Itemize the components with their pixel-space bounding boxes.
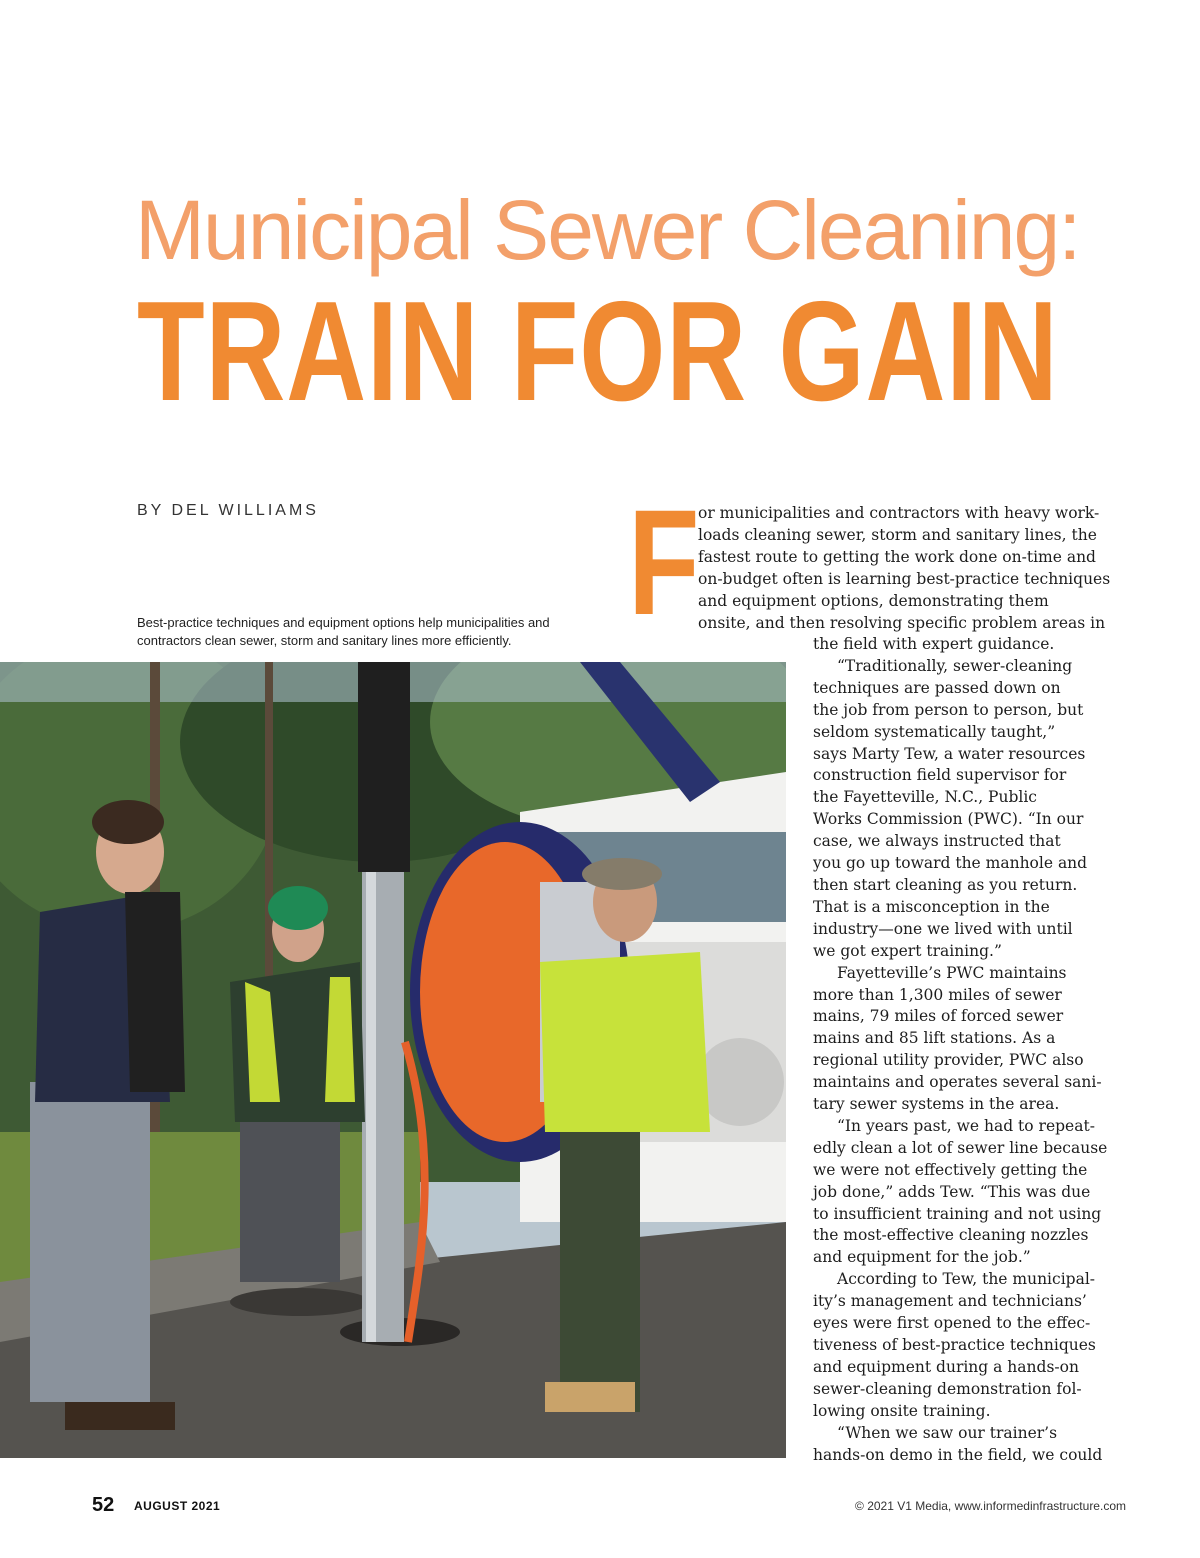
caption-line: Best-practice techniques and equipment options help municipalities and (137, 615, 550, 630)
text-line: and equipment during a hands-on (813, 1357, 1079, 1376)
text-line: hands-on demo in the field, we could (813, 1445, 1103, 1464)
text-line: techniques are passed down on (813, 678, 1061, 697)
text-line: “In years past, we had to repeat- (837, 1116, 1095, 1135)
text-line: ity’s management and technicians’ (813, 1292, 1087, 1311)
text-line: more than 1,300 miles of sewer (813, 985, 1062, 1004)
issue-date: AUGUST 2021 (134, 1499, 221, 1513)
text-line: mains and 85 lift stations. As a (813, 1029, 1056, 1048)
text-line: onsite, and then resolving specific problem areas in (698, 614, 1106, 632)
sewer-crew-photo (0, 662, 786, 1458)
text-line: According to Tew, the municipal- (837, 1270, 1096, 1289)
text-line: we were not effectively getting the (813, 1160, 1088, 1179)
text-line: and equipment options, demonstrating them (698, 592, 1049, 610)
text-line: industry—one we lived with until (813, 919, 1073, 938)
text-line: eyes were first opened to the effec- (813, 1314, 1091, 1333)
text-line: on-budget often is learning best-practice techniques (698, 570, 1111, 588)
headline-line-2: TRAIN FOR GAIN (137, 272, 1059, 431)
copyright-notice: © 2021 V1 Media, www.informedinfrastructure.com (855, 1499, 1126, 1513)
text-line: seldom systematically taught,” (813, 722, 1056, 741)
text-line: maintains and operates several sani- (813, 1073, 1102, 1092)
text-line: the field with expert guidance. (813, 635, 1055, 653)
text-line: edly clean a lot of sewer line because (813, 1138, 1108, 1157)
text-line: Fayetteville’s PWC maintains (837, 963, 1067, 982)
text-line: “Traditionally, sewer-cleaning (837, 656, 1073, 675)
text-line: then start cleaning as you return. (813, 875, 1078, 894)
text-line: fastest route to getting the work done on-time and (698, 548, 1096, 566)
article-photo (0, 662, 786, 1458)
text-line: and equipment for the job.” (813, 1248, 1031, 1267)
text-line: tiveness of best-practice techniques (813, 1336, 1096, 1354)
text-line: the Fayetteville, N.C., Public (813, 788, 1037, 807)
text-line: the most-effective cleaning nozzles (813, 1226, 1089, 1245)
text-line: “When we saw our trainer’s (837, 1423, 1058, 1442)
page-number: 52 (92, 1494, 115, 1516)
text-line: or municipalities and contractors with heavy work- (698, 504, 1100, 522)
drop-cap: F (628, 478, 700, 646)
article-body-column (813, 634, 1113, 1466)
text-line: That is a misconception in the (813, 897, 1050, 916)
text-line: case, we always instructed that (813, 832, 1061, 851)
article-lead-paragraph (698, 502, 1111, 634)
headline-line-1: Municipal Sewer Cleaning: (135, 183, 1080, 277)
text-line: Works Commission (PWC). “In our (813, 810, 1084, 829)
text-line: loads cleaning sewer, storm and sanitary lines, the (698, 526, 1097, 544)
text-line: lowing onsite training. (813, 1401, 991, 1420)
caption-line: contractors clean sewer, storm and sanitary lines more efficiently. (137, 633, 512, 648)
text-line: we got expert training.” (813, 941, 1002, 960)
byline: BY DEL WILLIAMS (137, 502, 319, 519)
text-line: construction field supervisor for (813, 766, 1067, 785)
text-line: tary sewer systems in the area. (813, 1095, 1060, 1114)
text-line: to insufficient training and not using (813, 1204, 1102, 1223)
text-line: mains, 79 miles of forced sewer (813, 1007, 1064, 1026)
text-line: says Marty Tew, a water resources (813, 744, 1086, 763)
text-line: you go up toward the manhole and (813, 854, 1088, 873)
photo-caption (137, 614, 587, 650)
text-line: the job from person to person, but (813, 700, 1084, 719)
text-line: sewer-cleaning demonstration fol- (813, 1379, 1082, 1398)
text-line: regional utility provider, PWC also (813, 1051, 1084, 1070)
text-line: job done,” adds Tew. “This was due (813, 1182, 1091, 1201)
